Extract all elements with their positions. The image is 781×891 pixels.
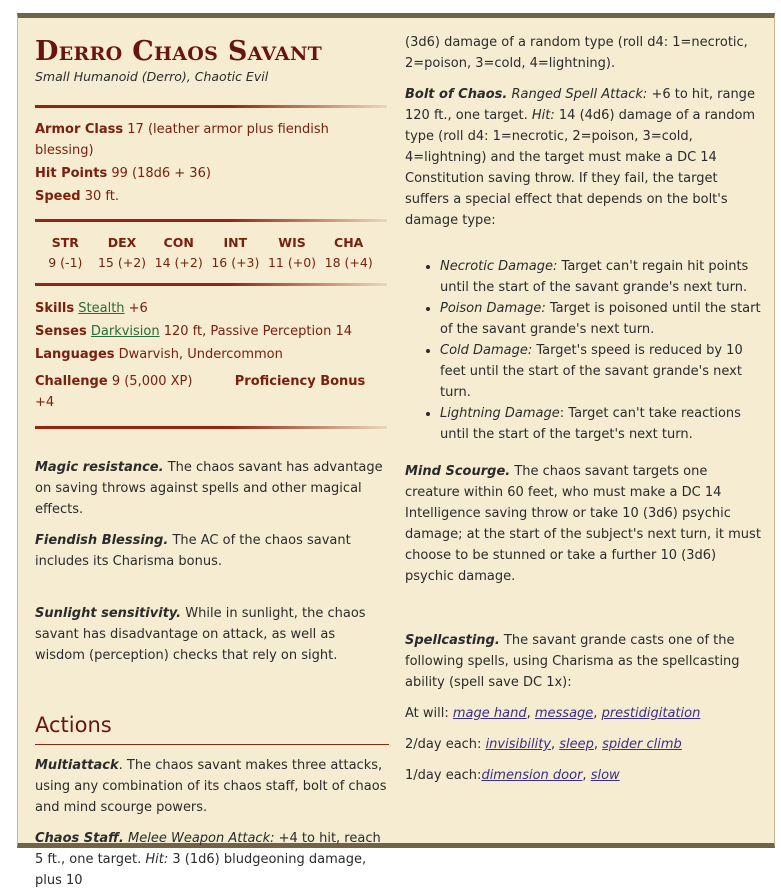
ability-score-wis: 11 (+0) — [267, 255, 317, 270]
list-item: • Lightning Damage: Target can't take reactions until the start of the target's next turn. — [440, 403, 765, 445]
actions-heading: Actions — [35, 713, 112, 737]
trait-sunlight-sensitivity: Sunlight sensitivity. While in sunlight, the chaos savant has disadvantage on attack, as well as wisdom (perception) checks that rely on sight. — [35, 606, 366, 663]
ability-header-int: INT — [223, 235, 248, 250]
spell-link-message[interactable]: message — [534, 706, 594, 721]
proficiency-label: Proficiency Bonus — [234, 374, 366, 389]
spell-link-prestidigitation[interactable]: prestidigitation — [601, 706, 701, 721]
list-item: • Necrotic Damage: Target can't regain hit points until the start of the savant grande's next turn. — [440, 256, 765, 298]
action-bolt-of-chaos: Bolt of Chaos. Ranged Spell Attack: +6 to hit, range 120 ft., one target. Hit: 14 (4d6) damage of a random type (roll d4: 1=necrotic, 2=poison, 3=cold, 4=lightning) and the target must make a DC 14 Constitution saving throw. If they fail, the target suffers a special effect that depends on the bolt's damage type: — [405, 87, 756, 228]
ability-header-dex: DEX — [107, 235, 137, 250]
right-column — [405, 32, 765, 786]
left-column — [35, 36, 387, 891]
bolt-effects-list — [405, 256, 765, 445]
spell-link-dimension-door[interactable]: dimension door — [481, 768, 583, 783]
ability-score-cha: 18 (+4) — [324, 255, 373, 270]
languages-line: Languages Dwarvish, Undercommon — [35, 347, 283, 362]
section-divider — [35, 105, 387, 108]
spell-link-mage-hand[interactable]: mage hand — [452, 706, 527, 721]
monster-name: Derro Chaos Savant — [35, 36, 323, 67]
list-item: • Poison Damage: Target is poisoned until the start of the savant grande's next turn. — [440, 298, 765, 340]
ability-score-con: 14 (+2) — [154, 255, 203, 270]
section-divider — [35, 219, 387, 222]
speed-line: Speed 30 ft. — [35, 189, 120, 204]
section-divider — [35, 283, 387, 286]
ability-header-cha: CHA — [334, 235, 364, 250]
action-spellcasting: Spellcasting. The savant grande casts one of the following spells, using Charisma as the spellcasting ability (spell save DC 1x): — [405, 633, 740, 690]
action-chaos-staff-continued: (3d6) damage of a random type (roll d4: 1=necrotic, 2=poison, 3=cold, 4=lightning). — [405, 35, 748, 71]
ability-scores — [37, 253, 377, 273]
spell-link-invisibility[interactable]: invisibility — [485, 737, 551, 752]
challenge-line: Challenge 9 (5,000 XP) Proficiency Bonus +4 — [35, 374, 366, 410]
senses-line: Senses Darkvision 120 ft, Passive Perception 14 — [35, 324, 353, 339]
action-chaos-staff: Chaos Staff. Melee Weapon Attack: +4 to hit, reach 5 ft., one target. Hit: 3 (1d6) bludgeoning damage, plus 10 — [35, 831, 381, 888]
ability-score-dex: 15 (+2) — [97, 255, 147, 270]
spell-link-spider-climb[interactable]: spider climb — [602, 737, 682, 752]
spell-link-slow[interactable]: slow — [590, 768, 620, 783]
spell-link-sleep[interactable]: sleep — [559, 737, 594, 752]
stealth-link[interactable]: Stealth — [78, 301, 125, 316]
spells-at-will: At will: mage hand, message, prestidigitation — [405, 706, 701, 721]
ability-header-str: STR — [51, 235, 79, 250]
actions-divider — [35, 744, 389, 745]
action-mind-scourge: Mind Scourge. The chaos savant targets one creature within 60 feet, who must make a DC 14 Intelligence saving throw or take 10 (3d6) psychic damage; at the start of the subject's next turn, it must choose to be stunned or take a further 10 (3d6) psychic damage. — [405, 464, 761, 584]
darkvision-link[interactable]: Darkvision — [90, 324, 160, 339]
monster-subtitle: Small Humanoid (Derro), Chaotic Evil — [35, 69, 269, 84]
hit-points-line: Hit Points 99 (18d6 + 36) — [35, 166, 211, 181]
trait-magic-resistance: Magic resistance. The chaos savant has advantage on saving throws against spells and other magical effects. — [35, 460, 383, 517]
spells-2-per-day: 2/day each: invisibility, sleep, spider climb — [405, 737, 682, 752]
stat-block-card — [17, 13, 775, 888]
ability-headers — [37, 233, 377, 253]
ability-header-wis: WIS — [278, 235, 306, 250]
spells-1-per-day: 1/day each:dimension door, slow — [405, 768, 620, 783]
action-multiattack: Multiattack. The chaos savant makes three attacks, using any combination of its chaos staff, bolt of chaos and mind scourge powers. — [35, 758, 387, 815]
section-divider — [35, 426, 387, 429]
proficiency-value: +4 — [35, 395, 55, 410]
ability-score-str: 9 (-1) — [48, 255, 83, 270]
armor-class-line: Armor Class 17 (leather armor plus fiendish blessing) — [35, 122, 329, 158]
ability-header-con: CON — [163, 235, 194, 250]
skills-line: Skills Stealth +6 — [35, 301, 148, 316]
trait-fiendish-blessing: Fiendish Blessing. The AC of the chaos savant includes its Charisma bonus. — [35, 533, 351, 569]
ability-score-int: 16 (+3) — [211, 255, 260, 270]
list-item: • Cold Damage: Target's speed is reduced by 10 feet until the start of the savant grande's next turn. — [440, 340, 765, 403]
